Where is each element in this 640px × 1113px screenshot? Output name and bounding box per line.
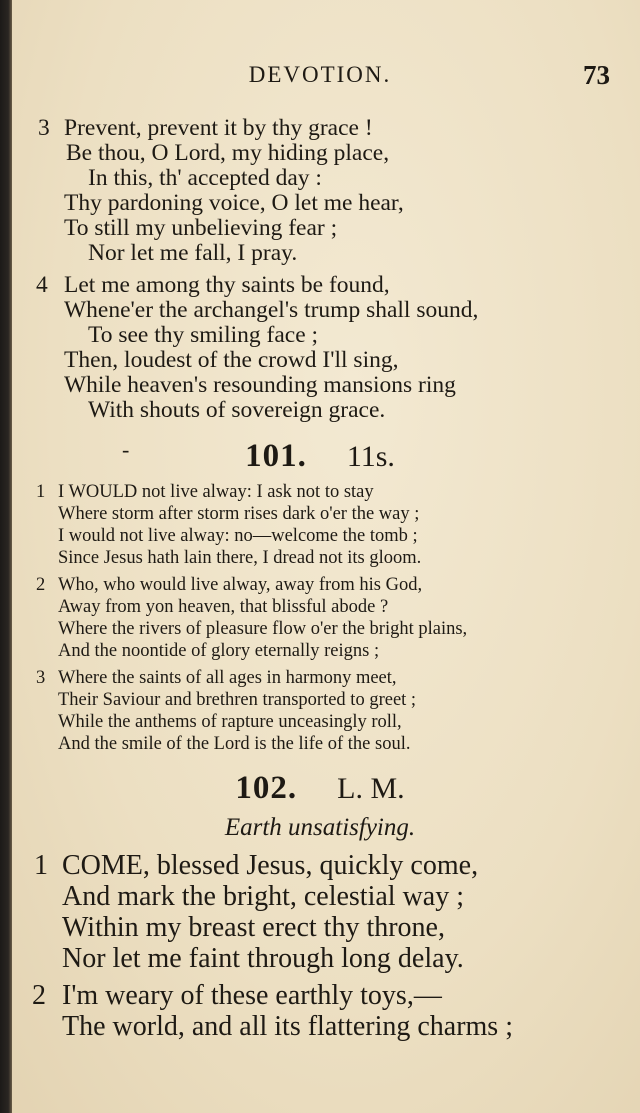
- verse-line: While heaven's resounding mansions ring: [64, 372, 456, 398]
- page-number: 73: [583, 60, 610, 90]
- stanza-number: 1: [34, 850, 48, 881]
- verse-line: Thy pardoning voice, O let me hear,: [64, 190, 404, 216]
- verse-line: Who, who would live alway, away from his God,: [58, 575, 423, 595]
- verse-line: Nor let me fall, I pray.: [88, 240, 298, 266]
- verse-line: I'm weary of these earthly toys,—: [62, 980, 442, 1011]
- hymn-number: 102.: [235, 770, 298, 806]
- running-header-title: DEVOTION.: [248, 62, 392, 87]
- stanza-number: 3: [38, 115, 50, 141]
- verse-line: Prevent, prevent it by thy grace !: [64, 115, 373, 141]
- stanza-number: 4: [36, 272, 48, 298]
- verse-line: And the noontide of glory eternally reigns ;: [58, 641, 380, 661]
- hymn-number: 101.: [245, 438, 307, 474]
- verse-line: And the smile of the Lord is the life of the soul.: [58, 734, 411, 754]
- verse-line: While the anthems of rapture unceasingly roll,: [58, 712, 402, 732]
- verse-line: Since Jesus hath lain there, I dread not its gloom.: [58, 548, 422, 568]
- verse-line: I WOULD not live alway: I ask not to stay: [58, 482, 374, 502]
- verse-line: In this, th' accepted day :: [88, 165, 322, 191]
- verse-line: Where the saints of all ages in harmony meet,: [58, 668, 397, 688]
- verse-line: To see thy smiling face ;: [88, 322, 319, 348]
- hymn-101-heading: [0, 438, 640, 475]
- verse-line: I would not live alway: no—welcome the tomb ;: [58, 526, 418, 546]
- stanza-number: 3: [36, 668, 46, 688]
- stanza-number: 1: [36, 482, 46, 502]
- hymn-meter: 11s.: [346, 440, 395, 473]
- hymn-meter: L. M.: [337, 772, 405, 805]
- verse-line: Away from yon heaven, that blissful abode ?: [58, 597, 389, 617]
- verse-line: Whene'er the archangel's trump shall sound,: [64, 297, 479, 323]
- verse-line: COME, blessed Jesus, quickly come,: [62, 850, 479, 881]
- verse-line: Where storm after storm rises dark o'er the way ;: [58, 504, 420, 524]
- verse-line: Be thou, O Lord, my hiding place,: [66, 140, 390, 166]
- verse-line: The world, and all its flattering charms ;: [62, 1011, 513, 1042]
- hymn-102-heading: [0, 770, 640, 807]
- verse-line: Where the rivers of pleasure flow o'er the bright plains,: [58, 619, 468, 639]
- ornament-dash: -: [122, 437, 130, 462]
- verse-line: Then, loudest of the crowd I'll sing,: [64, 347, 399, 373]
- stanza-number: 2: [32, 980, 46, 1011]
- book-spine-edge: [0, 0, 12, 1113]
- verse-line: With shouts of sovereign grace.: [88, 397, 386, 423]
- verse-line: And mark the bright, celestial way ;: [62, 881, 464, 912]
- hymn-title: Earth unsatisfying.: [224, 814, 416, 841]
- verse-line: Nor let me faint through long delay.: [62, 943, 464, 974]
- verse-line: To still my unbelieving fear ;: [64, 215, 338, 241]
- stanza-number: 2: [36, 575, 46, 595]
- verse-line: Their Saviour and brethren transported to greet ;: [58, 690, 417, 710]
- verse-line: Let me among thy saints be found,: [64, 272, 390, 298]
- verse-line: Within my breast erect thy throne,: [62, 912, 445, 943]
